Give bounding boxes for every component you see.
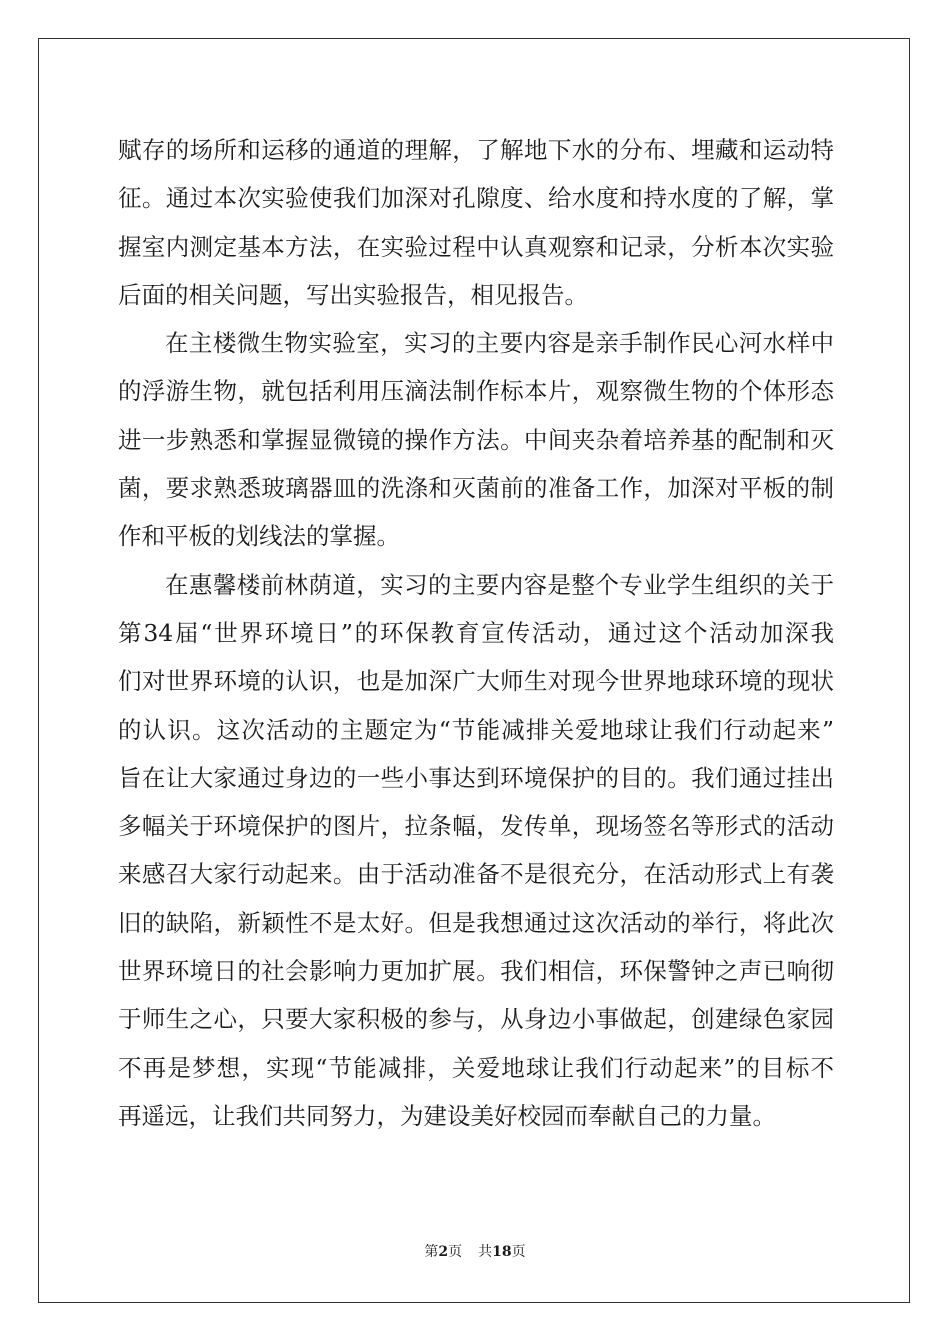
text-line: 不再是梦想，实现“节能减排，关爱地球让我们行动起来”的目标不	[118, 1053, 834, 1082]
total-suffix: 页	[511, 1244, 526, 1260]
text-line: 握室内测定基本方法，在实验过程中认真观察和记录，分析本次实验	[118, 232, 834, 261]
text-line: 征。通过本次实验使我们加深对孔隙度、给水度和持水度的了解，掌	[118, 184, 834, 213]
page-suffix: 页	[448, 1244, 463, 1260]
text-line: 作和平板的划线法的掌握。	[118, 522, 400, 551]
text-line: 第34届“世界环境日”的环保教育宣传活动，通过这个活动加深我	[118, 618, 834, 647]
text-line: 来感召大家行动起来。由于活动准备不是很充分，在活动形式上有袭	[118, 860, 834, 889]
text-line: 后面的相关问题，写出实验报告，相见报告。	[118, 280, 588, 309]
text-line: 们对世界环境的认识，也是加深广大师生对现今世界地球环境的现状	[118, 667, 834, 696]
document-body	[118, 126, 834, 1140]
text-line: 世界环境日的社会影响力更加扩展。我们相信，环保警钟之声已响彻	[118, 957, 834, 986]
total-pages: 18	[492, 1244, 512, 1260]
page-prefix: 第	[424, 1244, 439, 1260]
page-number: 2	[438, 1244, 449, 1260]
text-line: 于师生之心，只要大家积极的参与，从身边小事做起，创建绿色家园	[118, 1005, 834, 1034]
text-line: 旨在让大家通过身边的一些小事达到环境保护的目的。我们通过挂出	[118, 763, 834, 792]
text-line: 的认识。这次活动的主题定为“节能减排关爱地球让我们行动起来”	[118, 715, 834, 744]
text-line: 在惠馨楼前林荫道，实习的主要内容是整个专业学生组织的关于	[165, 570, 834, 599]
text-line: 多幅关于环境保护的图片，拉条幅，发传单，现场签名等形式的活动	[118, 812, 834, 841]
text-line: 在主楼微生物实验室，实习的主要内容是亲手制作民心河水样中	[165, 329, 834, 358]
text-line: 旧的缺陷，新颖性不是太好。但是我想通过这次活动的举行，将此次	[118, 908, 834, 937]
text-line: 赋存的场所和运移的通道的理解，了解地下水的分布、埋藏和运动特	[118, 136, 834, 164]
page-footer	[0, 1241, 950, 1261]
text-line: 进一步熟悉和掌握显微镜的操作方法。中间夹杂着培养基的配制和灭	[118, 425, 834, 454]
total-prefix: 共	[478, 1244, 493, 1260]
text-line: 菌，要求熟悉玻璃器皿的洗涤和灭菌前的准备工作，加深对平板的制	[118, 474, 834, 503]
text-line: 再遥远，让我们共同努力，为建设美好校园而奉献自己的力量。	[118, 1101, 776, 1130]
text-line: 的浮游生物，就包括利用压滴法制作标本片，观察微生物的个体形态	[118, 377, 834, 406]
